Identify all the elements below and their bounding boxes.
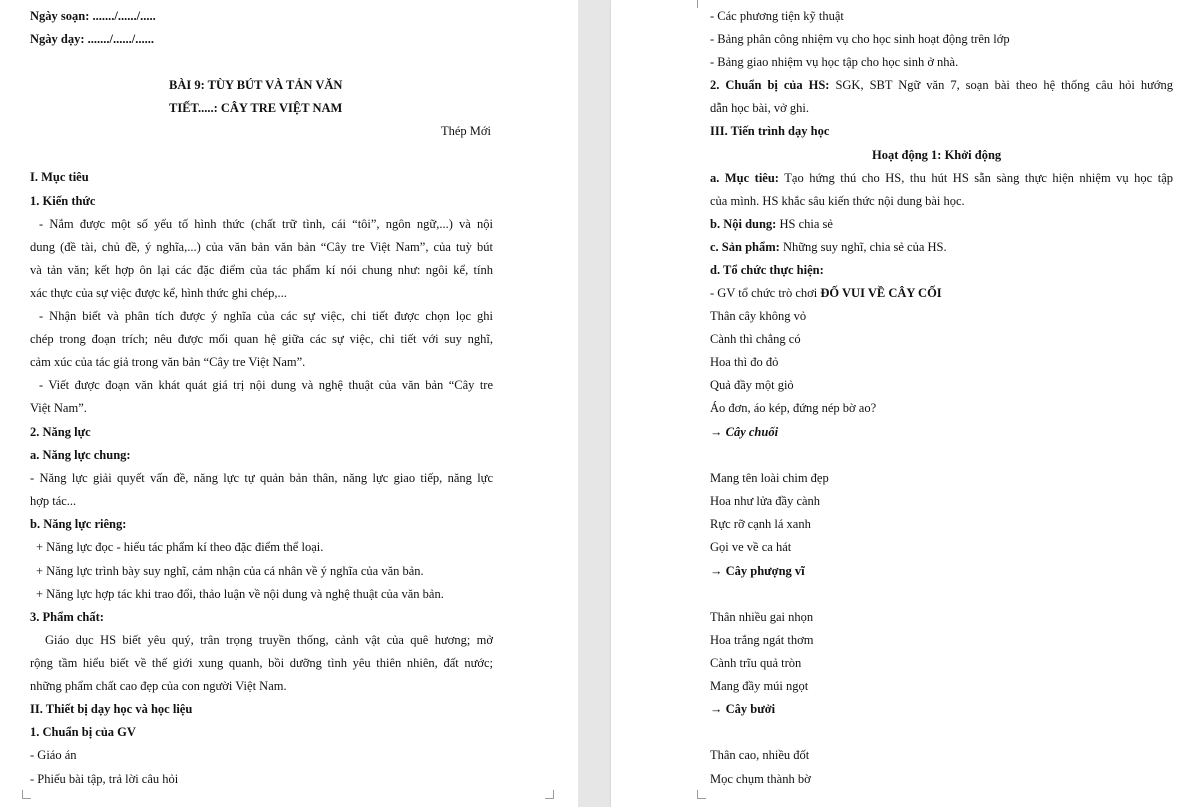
subsection-heading: d. Tổ chức thực hiện: — [710, 263, 824, 277]
date-prepared: Ngày soạn: ......./....../..... — [30, 9, 156, 23]
paragraph-line: cảm xúc của tác giả trong văn bản “Cây tre Việt Nam”. — [30, 355, 306, 369]
subsection-heading: b. Năng lực riêng: — [30, 517, 127, 531]
riddle-line: Hoa thì đo đỏ — [710, 355, 779, 369]
paragraph-line: - Viết được đoạn văn khát quát giá trị nội dung và nghệ thuật của văn bản “Cây tre — [39, 378, 493, 392]
riddle-line: Mọc chụm thành bờ — [710, 772, 811, 786]
paragraph-line: - Nắm được một số yếu tố hình thức (chất trữ tình, cái “tôi”, ngôn ngữ,...) và nội — [39, 217, 493, 231]
subsection-heading: 3. Phẩm chất: — [30, 610, 104, 624]
lesson-title: BÀI 9: TÙY BÚT VÀ TẢN VĂN — [169, 78, 343, 92]
paragraph-line: của mình. HS khắc sâu kiến thức nội dung bài học. — [710, 194, 965, 208]
list-item: - Các phương tiện kỹ thuật — [710, 9, 844, 23]
paragraph-line — [710, 239, 947, 255]
riddle-line: Thân nhiều gai nhọn — [710, 610, 814, 624]
document-page-right — [611, 0, 1203, 807]
inline-label: c. Sản phẩm: — [710, 240, 780, 254]
riddle-line: Quả đầy một giỏ — [710, 378, 794, 392]
paragraph-line: - Năng lực giải quyết vấn đề, năng lực tự quản bản thân, năng lực giao tiếp, năng lực — [30, 471, 493, 485]
subsection-heading: a. Năng lực chung: — [30, 448, 131, 462]
inline-text: - GV tổ chức trò chơi — [710, 286, 821, 300]
list-item: - Giáo án — [30, 748, 77, 762]
page-corner-mark — [22, 790, 31, 799]
inline-label: a. Mục tiêu: — [710, 171, 779, 185]
paragraph-line — [710, 216, 833, 232]
activity-heading: Hoạt động 1: Khởi động — [872, 148, 1002, 162]
inline-label: 2. Chuẩn bị của HS: — [710, 78, 830, 92]
riddle-line: Áo đơn, áo kép, đứng nép bờ ao? — [710, 401, 877, 415]
list-item: + Năng lực hợp tác khi trao đổi, thảo luận về nội dung và nghệ thuật của văn bản. — [36, 587, 444, 601]
inline-label: b. Nội dung: — [710, 217, 777, 231]
page-gap — [578, 0, 611, 807]
paragraph-line: xác thực của sự việc được kể, hình thức ghi chép,... — [30, 286, 287, 300]
riddle-line: Hoa trắng ngát thơm — [710, 633, 814, 647]
period-title: TIẾT.....: CÂY TRE VIỆT NAM — [169, 101, 343, 115]
inline-text: SGK, SBT Ngữ văn 7, soạn bài theo hệ thống câu hỏi hướng — [829, 78, 1173, 92]
riddle-line: Hoa như lửa đầy cành — [710, 494, 821, 508]
riddle-line: Cành trĩu quả tròn — [710, 656, 802, 670]
game-title: ĐỐ VUI VỀ CÂY CỐI — [820, 286, 942, 300]
list-item: - Bảng phân công nhiệm vụ cho học sinh hoạt động trên lớp — [710, 32, 1010, 46]
author-name: Thép Mới — [441, 124, 492, 138]
paragraph-line: và tản văn; kết hợp ôn lại các đặc điểm của tác phẩm kí nói chung như: ngôi kể, tính — [30, 263, 493, 277]
subsection-heading: 1. Chuẩn bị của GV — [30, 725, 136, 739]
riddle-answer: → Cây bưởi — [710, 702, 776, 716]
section-heading: III. Tiến trình dạy học — [710, 124, 830, 138]
riddle-line: Gọi ve về ca hát — [710, 540, 792, 554]
subsection-heading: 2. Năng lực — [30, 425, 91, 439]
list-item: - Phiếu bài tập, trả lời câu hỏi — [30, 772, 179, 786]
list-item: - Bảng giao nhiệm vụ học tập cho học sinh ở nhà. — [710, 55, 959, 69]
paragraph-line: Giáo dục HS biết yêu quý, trân trọng truyền thống, cảnh vật của quê hương; mở — [45, 633, 493, 647]
paragraph-line — [710, 77, 1173, 93]
page-corner-mark — [545, 790, 554, 799]
riddle-line: Thân cao, nhiều đốt — [710, 748, 810, 762]
paragraph-line: Việt Nam”. — [30, 401, 87, 415]
paragraph-line: dung (đề tài, chủ đề, ý nghĩa,...) của văn bản văn bản “Cây tre Việt Nam”, của tuỳ bút — [30, 240, 493, 254]
paragraph-line: hợp tác... — [30, 494, 77, 508]
page-corner-mark — [697, 0, 706, 8]
riddle-line: Cành thì chẳng có — [710, 332, 801, 346]
riddle-answer: → Cây phượng vĩ — [710, 564, 805, 578]
inline-text: HS chia sẻ — [776, 217, 833, 231]
riddle-line: Rực rỡ cạnh lá xanh — [710, 517, 811, 531]
paragraph-line: - Nhận biết và phân tích được ý nghĩa của các sự việc, chi tiết được chọn lọc ghi — [39, 309, 493, 323]
riddle-answer: → Cây chuối — [710, 425, 779, 439]
inline-text: Tạo hứng thú cho HS, thu hút HS sẵn sàng thực hiện nhiệm vụ học tập — [778, 171, 1173, 185]
list-item: + Năng lực trình bày suy nghĩ, cảm nhận của cá nhân về ý nghĩa của văn bản. — [36, 564, 424, 578]
subsection-heading: 1. Kiến thức — [30, 194, 96, 208]
section-heading: II. Thiết bị dạy học và học liệu — [30, 702, 193, 716]
document-page-left — [0, 0, 578, 807]
riddle-line: Mang tên loài chim đẹp — [710, 471, 829, 485]
paragraph-line: chép trong đoạn trích; nêu được mối quan hệ giữa các sự việc, chi tiết với suy nghĩ, — [30, 332, 493, 346]
inline-text: Những suy nghĩ, chia sẻ của HS. — [779, 240, 947, 254]
paragraph-line: dẫn học bài, vở ghi. — [710, 101, 809, 115]
section-heading: I. Mục tiêu — [30, 170, 89, 184]
paragraph-line: những phẩm chất cao đẹp của con người Việt Nam. — [30, 679, 287, 693]
date-taught: Ngày dạy: ......./....../...... — [30, 32, 154, 46]
paragraph-line — [710, 170, 1173, 186]
riddle-line: Mang đầy múi ngọt — [710, 679, 809, 693]
riddle-line: Thân cây không vỏ — [710, 309, 807, 323]
page-corner-mark — [697, 790, 706, 799]
paragraph-line: rộng tầm hiểu biết về thế giới xung quanh, bồi dưỡng tình yêu thiên nhiên, đất nước; — [30, 656, 493, 670]
paragraph-line — [710, 285, 942, 301]
list-item: + Năng lực đọc - hiểu tác phẩm kí theo đặc điểm thể loại. — [36, 540, 324, 554]
